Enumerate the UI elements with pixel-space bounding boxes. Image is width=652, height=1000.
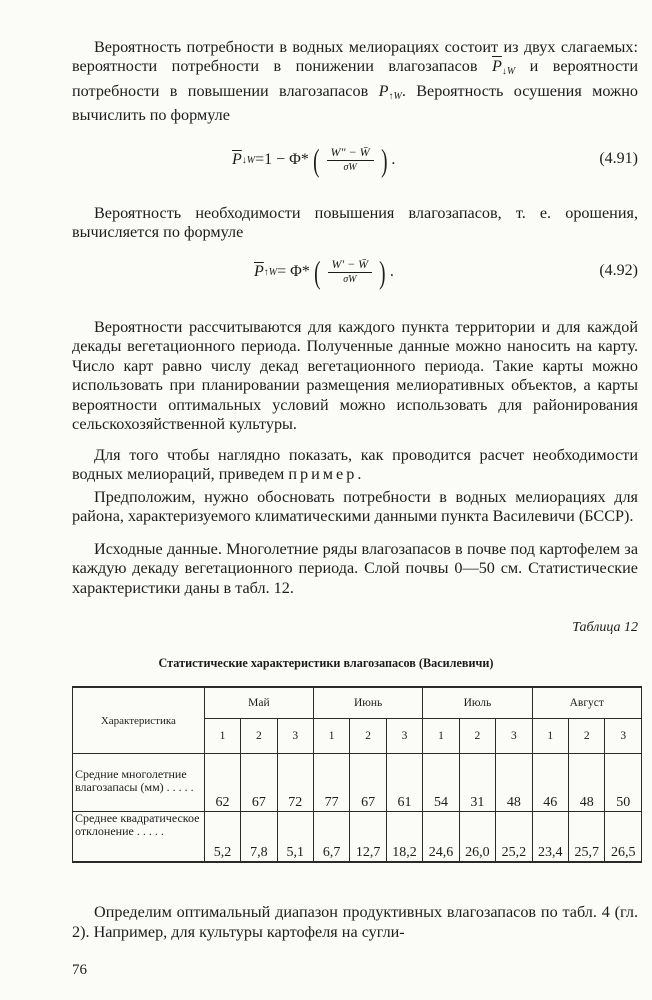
equation-number-4-92: (4.92)	[599, 262, 638, 279]
table-row	[73, 812, 642, 862]
table-cell: 54	[423, 754, 459, 812]
table-header-label: Характеристика	[73, 687, 205, 754]
decade-header: 2	[569, 719, 605, 754]
table-cell: 5,2	[204, 812, 240, 862]
table-cell: 48	[569, 754, 605, 812]
formula-4-91: $\overline{P}$ ↓W =1 − Φ* ( $\frac{W" - W̄}{\sigma W}$ ) . (4.91)	[232, 142, 638, 178]
table-cell: 6,7	[313, 812, 349, 862]
decade-header: 3	[386, 719, 422, 754]
decade-header: 1	[532, 719, 568, 754]
table-number: Таблица 12	[572, 620, 638, 635]
statistics-table	[72, 686, 642, 863]
row-label: Среднее квадратическое отклонение . . . . .	[73, 812, 205, 862]
table-row	[73, 754, 642, 812]
decade-header: 3	[605, 719, 642, 754]
table-cell: 24,6	[423, 812, 459, 862]
table-cell: 18,2	[386, 812, 422, 862]
table-cell: 5,1	[277, 812, 313, 862]
table-cell: 25,2	[496, 812, 532, 862]
table-cell: 48	[496, 754, 532, 812]
paragraph-probability-intro: Вероятность потребности в водных мелиорациях состоит из двух слагаемых: вероятности потребности в понижении влагозапасов $\overline{P}_{↓W}$ и вероятности потребности в повышении влагозапасов $P_{↑W}$. Вероятность осушения можно вычислить по формуле	[72, 38, 639, 125]
table-cell: 25,7	[569, 812, 605, 862]
month-header: Июнь	[313, 687, 422, 719]
paragraph-irrigation-probability: Вероятность необходимости повышения влагозапасов, т. е. орошения, вычисляется по формуле	[72, 204, 638, 242]
paragraph-assumption: Предположим, нужно обосновать потребности в водных мелиорациях для района, характеризуемого климатическими данными пункта Василевичи (БССР).	[72, 488, 638, 526]
decade-header: 3	[496, 719, 532, 754]
paragraph-maps: Вероятности рассчитываются для каждого пункта территории и для каждой декады вегетационного периода. Полученные данные можно наносить на карту. Число карт равно числу декад вегетационного периода. Такие карты можно использовать при планировании размещения мелиоративных объектов, а карты вероятности оптимальных условий можно использовать для районирования сельскохозяйственной культуры.	[72, 318, 638, 434]
table-cell: 77	[313, 754, 349, 812]
decade-header: 1	[204, 719, 240, 754]
table-cell: 7,8	[241, 812, 277, 862]
table-cell: 26,5	[605, 812, 642, 862]
decade-header: 2	[241, 719, 277, 754]
table-cell: 31	[459, 754, 495, 812]
formula-4-92-fraction: $\frac{W' - W̄}{\sigma W}$	[328, 257, 373, 287]
table-cell: 26,0	[459, 812, 495, 862]
table-cell: 72	[277, 754, 313, 812]
page-number: 76	[72, 962, 87, 978]
decade-header: 2	[459, 719, 495, 754]
paragraph-optimal-range: Определим оптимальный диапазон продуктивных влагозапасов по табл. 4 (гл. 2). Например, для культуры картофеля на сугли-	[72, 903, 638, 942]
table-cell: 67	[350, 754, 386, 812]
month-header: Июль	[423, 687, 532, 719]
decade-header: 3	[277, 719, 313, 754]
table-cell: 12,7	[350, 812, 386, 862]
paragraph-initial-data: Исходные данные. Многолетние ряды влагозапасов в почве под картофелем за каждую декаду вегетационного периода. Слой почвы 0—50 см. Статистические характеристики даны в табл. 12.	[72, 540, 638, 597]
table-cell: 61	[386, 754, 422, 812]
decade-header: 1	[313, 719, 349, 754]
decade-header: 1	[423, 719, 459, 754]
table-cell: 23,4	[532, 812, 568, 862]
symbol-p-up: P	[378, 81, 389, 100]
equation-number-4-91: (4.91)	[599, 150, 638, 167]
decade-header: 2	[350, 719, 386, 754]
paragraph-example-intro: Для того чтобы наглядно показать, как проводится расчет необходимости водных мелиораций, приведем пример.	[72, 446, 638, 484]
formula-4-92: $\overline{P}$ ↑W = Φ* ( $\frac{W' - W̄}{\sigma W}$ ) . (4.92)	[254, 254, 638, 290]
table-cell: 62	[204, 754, 240, 812]
table-title: Статистические характеристики влагозапасов (Василевичи)	[158, 656, 494, 670]
table-cell: 67	[241, 754, 277, 812]
month-header: Май	[204, 687, 313, 719]
row-label: Средние многолетние влагозапасы (мм) . . . . .	[73, 754, 205, 812]
table-cell: 50	[605, 754, 642, 812]
table-cell: 46	[532, 754, 568, 812]
symbol-p-down: $\overline{P}$	[491, 57, 502, 76]
formula-4-91-fraction: $\frac{W" - W̄}{\sigma W}$	[327, 145, 374, 175]
month-header: Август	[532, 687, 641, 719]
